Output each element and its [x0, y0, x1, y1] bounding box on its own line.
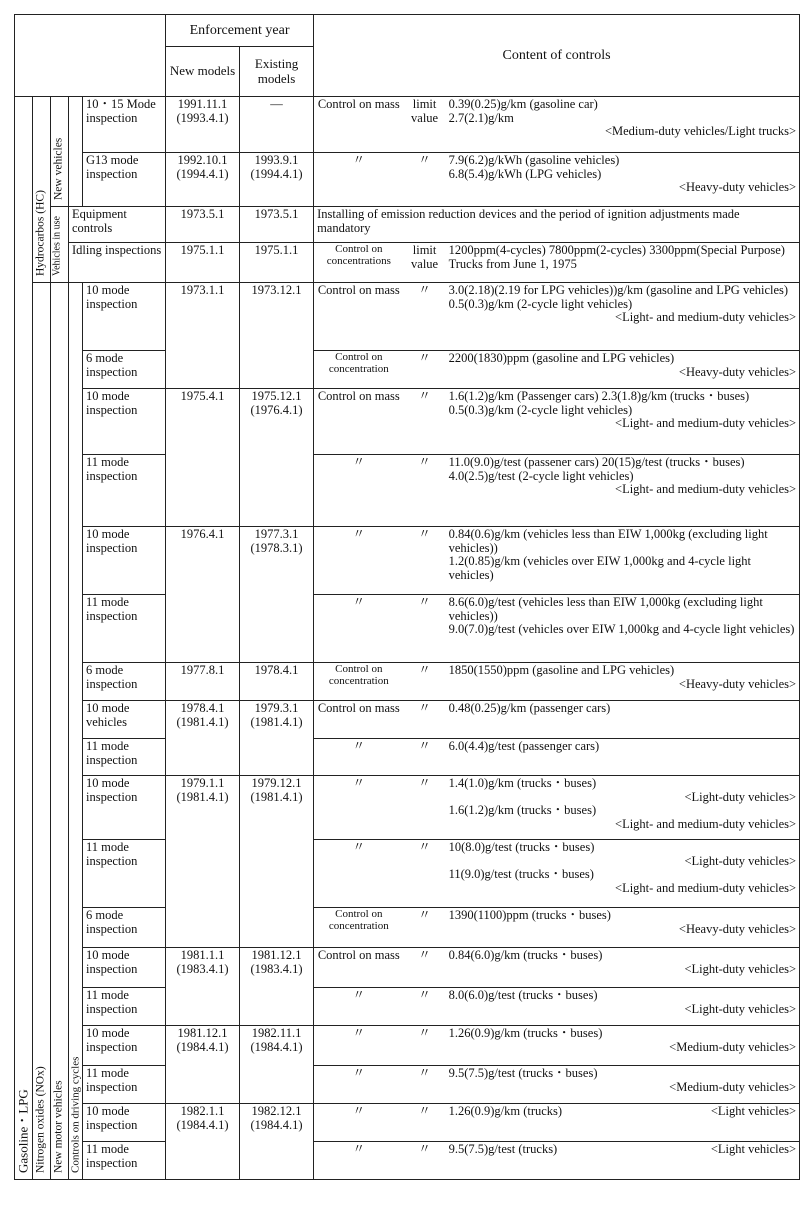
content-line: 9.0(7.0)g/test (vehicles over EIW 1,000kg and 4-cycle light vehicles) [448, 622, 795, 636]
content-line [449, 1105, 797, 1119]
table-row [15, 153, 800, 207]
content-line: 1200ppm(4-cycles) 7800ppm(2-cycles) 3300ppm(Special Purpose) Trucks from June 1, 1975 [448, 243, 785, 271]
mode-cell: 6 mode inspection [83, 908, 166, 948]
new-models-cell: 1992.10.1 (1994.4.1) [166, 153, 240, 207]
vehicle-class-label: <Heavy-duty vehicles> [678, 676, 797, 691]
content-cell [446, 1066, 800, 1104]
table-row [15, 1142, 800, 1180]
content-line: 1.2(0.85)g/km (vehicles over EIW 1,000kg and 4-cycle light vehicles) [448, 554, 752, 582]
mode-cell: Equipment controls [69, 207, 166, 243]
content-cell [446, 739, 800, 776]
new-models-cell: 1973.5.1 [166, 207, 240, 243]
mode-cell: 11 mode inspection [83, 1066, 166, 1104]
existing-models-cell: 1981.12.1 (1983.4.1) [240, 948, 314, 1026]
content-cell [446, 948, 800, 988]
content-line: 8.6(6.0)g/test (vehicles less than EIW 1,000kg (excluding light vehicles)) [448, 595, 763, 623]
content-cell [446, 455, 800, 527]
content-cell [446, 988, 800, 1026]
existing-models-cell: 1978.4.1 [240, 663, 314, 701]
table-row [15, 1104, 800, 1142]
mode-cell: 11 mode inspection [83, 1142, 166, 1180]
control-type-cell: Control on mass [314, 97, 404, 153]
existing-models-cell: 1973.5.1 [240, 207, 314, 243]
vehicle-class-label: <Light-duty vehicles> [684, 961, 797, 976]
vehicle-class-label: <Light-duty vehicles> [684, 853, 797, 868]
content-cell [446, 701, 800, 739]
control-type-cell: Control on mass [314, 948, 404, 988]
content-cell [446, 351, 800, 389]
table-row [15, 97, 800, 153]
vehicle-class-label: <Medium-duty vehicles> [669, 1039, 797, 1054]
content-line: 3.0(2.18)(2.19 for LPG vehicles))g/km (gasoline and LPG vehicles) [448, 283, 789, 297]
mode-cell: 11 mode inspection [83, 739, 166, 776]
existing-models-cell: 1982.12.1 (1984.4.1) [240, 1104, 314, 1180]
new-models-cell: 1975.4.1 [166, 389, 240, 527]
mode-cell: 10・15 Mode inspection [83, 97, 166, 153]
table-row [15, 701, 800, 739]
mode-cell: 10 mode inspection [83, 283, 166, 351]
mode-cell: 10 mode vehicles [83, 701, 166, 739]
content-line [449, 1143, 797, 1157]
control-type-cell: Control on mass [314, 701, 404, 739]
mode-cell: G13 mode inspection [83, 153, 166, 207]
limit-cell: 〃 [404, 153, 446, 207]
control-type-cell: Control on concentrations [314, 243, 404, 283]
limit-cell: 〃 [404, 908, 446, 948]
vehicle-class-label: <Light-duty vehicles> [684, 1001, 797, 1016]
mode-cell: 6 mode inspection [83, 663, 166, 701]
new-models-cell: 1981.1.1 (1983.4.1) [166, 948, 240, 1026]
mode-cell: 6 mode inspection [83, 351, 166, 389]
limit-cell: 〃 [404, 455, 446, 527]
limit-cell: 〃 [404, 840, 446, 908]
control-type-cell: 〃 [314, 840, 404, 908]
new-models-cell: 1982.1.1 (1984.4.1) [166, 1104, 240, 1180]
content-line: 0.84(0.6)g/km (vehicles less than EIW 1,000kg (excluding light vehicles)) [448, 527, 768, 555]
content-line: 8.0(6.0)g/test (trucks・buses) [448, 988, 598, 1002]
table-row [15, 739, 800, 776]
mode-cell: 11 mode inspection [83, 988, 166, 1026]
limit-cell: 〃 [404, 739, 446, 776]
control-type-cell: 〃 [314, 1026, 404, 1066]
existing-models-cell: 1979.3.1 (1981.4.1) [240, 701, 314, 776]
control-type-cell: 〃 [314, 1104, 404, 1142]
table-row [15, 948, 800, 988]
table-row [15, 527, 800, 595]
limit-cell: 〃 [404, 351, 446, 389]
content-cell [446, 663, 800, 701]
existing-models-cell: 1975.12.1 (1976.4.1) [240, 389, 314, 527]
new-models-cell: 1975.1.1 [166, 243, 240, 283]
limit-cell: 〃 [404, 663, 446, 701]
control-type-cell: 〃 [314, 988, 404, 1026]
limit-cell: 〃 [404, 948, 446, 988]
limit-cell: 〃 [404, 595, 446, 663]
mode-cell: 10 mode inspection [83, 1104, 166, 1142]
mode-cell: 11 mode inspection [83, 595, 166, 663]
vehicle-class-label: <Light- and medium-duty vehicles> [615, 310, 797, 324]
content-cell [446, 1104, 800, 1142]
control-type-cell: 〃 [314, 776, 404, 840]
control-type-cell: Control on mass [314, 389, 404, 455]
existing-models-cell: 1977.3.1 (1978.3.1) [240, 527, 314, 663]
content-cell [446, 776, 800, 840]
enforcement-year-header: Enforcement year [166, 15, 314, 47]
table-row [15, 1026, 800, 1066]
control-type-cell: 〃 [314, 739, 404, 776]
new-models-cell: 1979.1.1 (1981.4.1) [166, 776, 240, 948]
content-line: 6.8(5.4)g/kWh (LPG vehicles) [448, 166, 602, 181]
content-line: 1.6(1.2)g/km (Passenger cars) 2.3(1.8)g/km (trucks・buses) [448, 389, 750, 403]
limit-cell: 〃 [404, 389, 446, 455]
table-row [15, 243, 800, 283]
vehicle-class-label: <Heavy-duty vehicles> [678, 180, 797, 194]
content-line: 0.5(0.3)g/km (2-cycle light vehicles) [448, 296, 633, 311]
content-line: 11.0(9.0)g/test (passener cars) 20(15)g/test (trucks・buses) [448, 455, 745, 469]
content-line: 2200(1830)ppm (gasoline and LPG vehicles) [448, 351, 675, 365]
table-row [15, 389, 800, 455]
vehicle-class-label: <Medium-duty vehicles> [669, 1079, 797, 1094]
content-cell [446, 840, 800, 908]
content-of-controls-header: Content of controls [314, 15, 800, 97]
control-type-cell: Control on concentration [314, 663, 404, 701]
limit-cell: 〃 [404, 1142, 446, 1180]
control-type-cell: 〃 [314, 153, 404, 207]
vehicle-class-label: <Light- and medium-duty vehicles> [615, 880, 797, 895]
mode-cell: 11 mode inspection [83, 840, 166, 908]
content-line: 0.48(0.25)g/km (passenger cars) [448, 701, 611, 715]
content-line: 10(8.0)g/test (trucks・buses) [448, 840, 595, 854]
content-line: 0.84(6.0)g/km (trucks・buses) [448, 948, 603, 962]
existing-models-header: Existing models [240, 47, 314, 97]
nox-group-label: Nitrogen oxides (NOx) [33, 283, 51, 1180]
table-row [15, 455, 800, 527]
vehicle-class-label: <Light vehicles> [710, 1104, 797, 1118]
table-row [15, 207, 800, 243]
table-row [15, 988, 800, 1026]
content-cell [446, 908, 800, 948]
table-row [15, 776, 800, 840]
control-type-cell: 〃 [314, 1066, 404, 1104]
content-line: 1.26(0.9)g/km (trucks・buses) [448, 1026, 603, 1040]
table-row [15, 908, 800, 948]
table-row [15, 283, 800, 351]
new-models-cell: 1991.11.1 (1993.4.1) [166, 97, 240, 153]
content-line: 7.9(6.2)g/kWh (gasoline vehicles) [448, 153, 620, 167]
limit-cell: 〃 [404, 1066, 446, 1104]
emission-controls-table [14, 14, 800, 1180]
content-line: 9.5(7.5)g/test (trucks・buses) [448, 1066, 598, 1080]
content-cell [446, 1026, 800, 1066]
content-cell: Installing of emission reduction devices and the period of ignition adjustments made mandatory [314, 207, 800, 243]
existing-models-cell: 1982.11.1 (1984.4.1) [240, 1026, 314, 1104]
limit-cell: limit value [404, 243, 446, 283]
content-line: 11(9.0)g/test (trucks・buses) [448, 867, 594, 881]
existing-models-cell: 1973.12.1 [240, 283, 314, 389]
nox-new-vehicles-label: New motor vehicles [51, 283, 69, 1180]
header-blank-cell [15, 15, 166, 97]
mode-cell: 11 mode inspection [83, 455, 166, 527]
content-line: 4.0(2.5)g/test (2-cycle light vehicles) [448, 468, 634, 483]
new-models-cell: 1978.4.1 (1981.4.1) [166, 701, 240, 776]
mode-cell: 10 mode inspection [83, 1026, 166, 1066]
content-cell [446, 97, 800, 153]
table-row [15, 840, 800, 908]
table-row [15, 663, 800, 701]
table-row [15, 1066, 800, 1104]
limit-cell: 〃 [404, 1026, 446, 1066]
hc-group-label: Hydrocarbos (HC) [33, 97, 51, 283]
control-type-cell: 〃 [314, 455, 404, 527]
spacer-cell [69, 97, 83, 207]
limit-cell: 〃 [404, 527, 446, 595]
vehicle-class-label: <Heavy-duty vehicles> [678, 921, 797, 936]
new-models-cell: 1977.8.1 [166, 663, 240, 701]
limit-cell: 〃 [404, 283, 446, 351]
content-cell [446, 527, 800, 595]
control-type-cell: Control on mass [314, 283, 404, 351]
control-type-cell: 〃 [314, 1142, 404, 1180]
content-line: 0.5(0.3)g/km (2-cycle light vehicles) [448, 402, 633, 417]
new-models-header: New models [166, 47, 240, 97]
control-type-cell: 〃 [314, 527, 404, 595]
limit-cell: 〃 [404, 776, 446, 840]
vehicle-class-label: <Light- and medium-duty vehicles> [615, 816, 797, 831]
fuel-group-label: Gasoline・LPG [15, 97, 33, 1180]
header-row-1 [15, 15, 800, 47]
vehicle-class-label: <Light-duty vehicles> [684, 789, 797, 804]
new-models-cell: 1976.4.1 [166, 527, 240, 663]
content-cell [446, 1142, 800, 1180]
content-cell [446, 153, 800, 207]
limit-cell: 〃 [404, 1104, 446, 1142]
limit-cell: 〃 [404, 988, 446, 1026]
new-models-cell: 1981.12.1 (1984.4.1) [166, 1026, 240, 1104]
content-cell [446, 283, 800, 351]
limit-cell: limit value [404, 97, 446, 153]
vehicle-class-label: <Medium-duty vehicles/Light trucks> [604, 124, 797, 138]
content-cell [446, 595, 800, 663]
content-line: 2.7(2.1)g/km [448, 110, 514, 125]
limit-cell: 〃 [404, 701, 446, 739]
content-line: 6.0(4.4)g/test (passenger cars) [448, 739, 600, 753]
control-type-cell: Control on concentration [314, 351, 404, 389]
regulation-table-page [14, 14, 799, 1180]
existing-models-cell: — [240, 97, 314, 153]
vehicle-class-label: <Light- and medium-duty vehicles> [615, 416, 797, 430]
existing-models-cell: 1993.9.1 (1994.4.1) [240, 153, 314, 207]
hc-new-vehicles-label: New vehicles [51, 97, 69, 207]
mode-cell: 10 mode inspection [83, 389, 166, 455]
content-text: 9.5(7.5)g/test (trucks) [448, 1142, 558, 1156]
table-row [15, 595, 800, 663]
vehicle-class-label: <Heavy-duty vehicles> [678, 364, 797, 379]
driving-cycles-label: Controls on driving cycles [69, 283, 83, 1180]
content-line: 1.6(1.2)g/km (trucks・buses) [448, 803, 597, 817]
content-line: 1.4(1.0)g/km (trucks・buses) [448, 776, 597, 790]
vehicle-class-label: <Light vehicles> [710, 1142, 797, 1156]
control-type-cell: 〃 [314, 595, 404, 663]
content-text: 1.26(0.9)g/km (trucks) [448, 1104, 563, 1118]
mode-cell: 10 mode inspection [83, 776, 166, 840]
content-line: 1850(1550)ppm (gasoline and LPG vehicles) [448, 663, 675, 677]
table-row [15, 351, 800, 389]
existing-models-cell: 1975.1.1 [240, 243, 314, 283]
vehicle-class-label: <Light- and medium-duty vehicles> [615, 482, 797, 496]
content-line: 1390(1100)ppm (trucks・buses) [448, 908, 611, 922]
mode-cell: 10 mode inspection [83, 527, 166, 595]
content-line: 0.39(0.25)g/km (gasoline car) [448, 97, 598, 111]
mode-cell: Idling inspections [69, 243, 166, 283]
existing-models-cell: 1979.12.1 (1981.4.1) [240, 776, 314, 948]
content-cell [446, 389, 800, 455]
mode-cell: 10 mode inspection [83, 948, 166, 988]
new-models-cell: 1973.1.1 [166, 283, 240, 389]
content-cell [446, 243, 800, 283]
in-use-label: Vehicles in use [51, 207, 69, 283]
control-type-cell: Control on concentration [314, 908, 404, 948]
